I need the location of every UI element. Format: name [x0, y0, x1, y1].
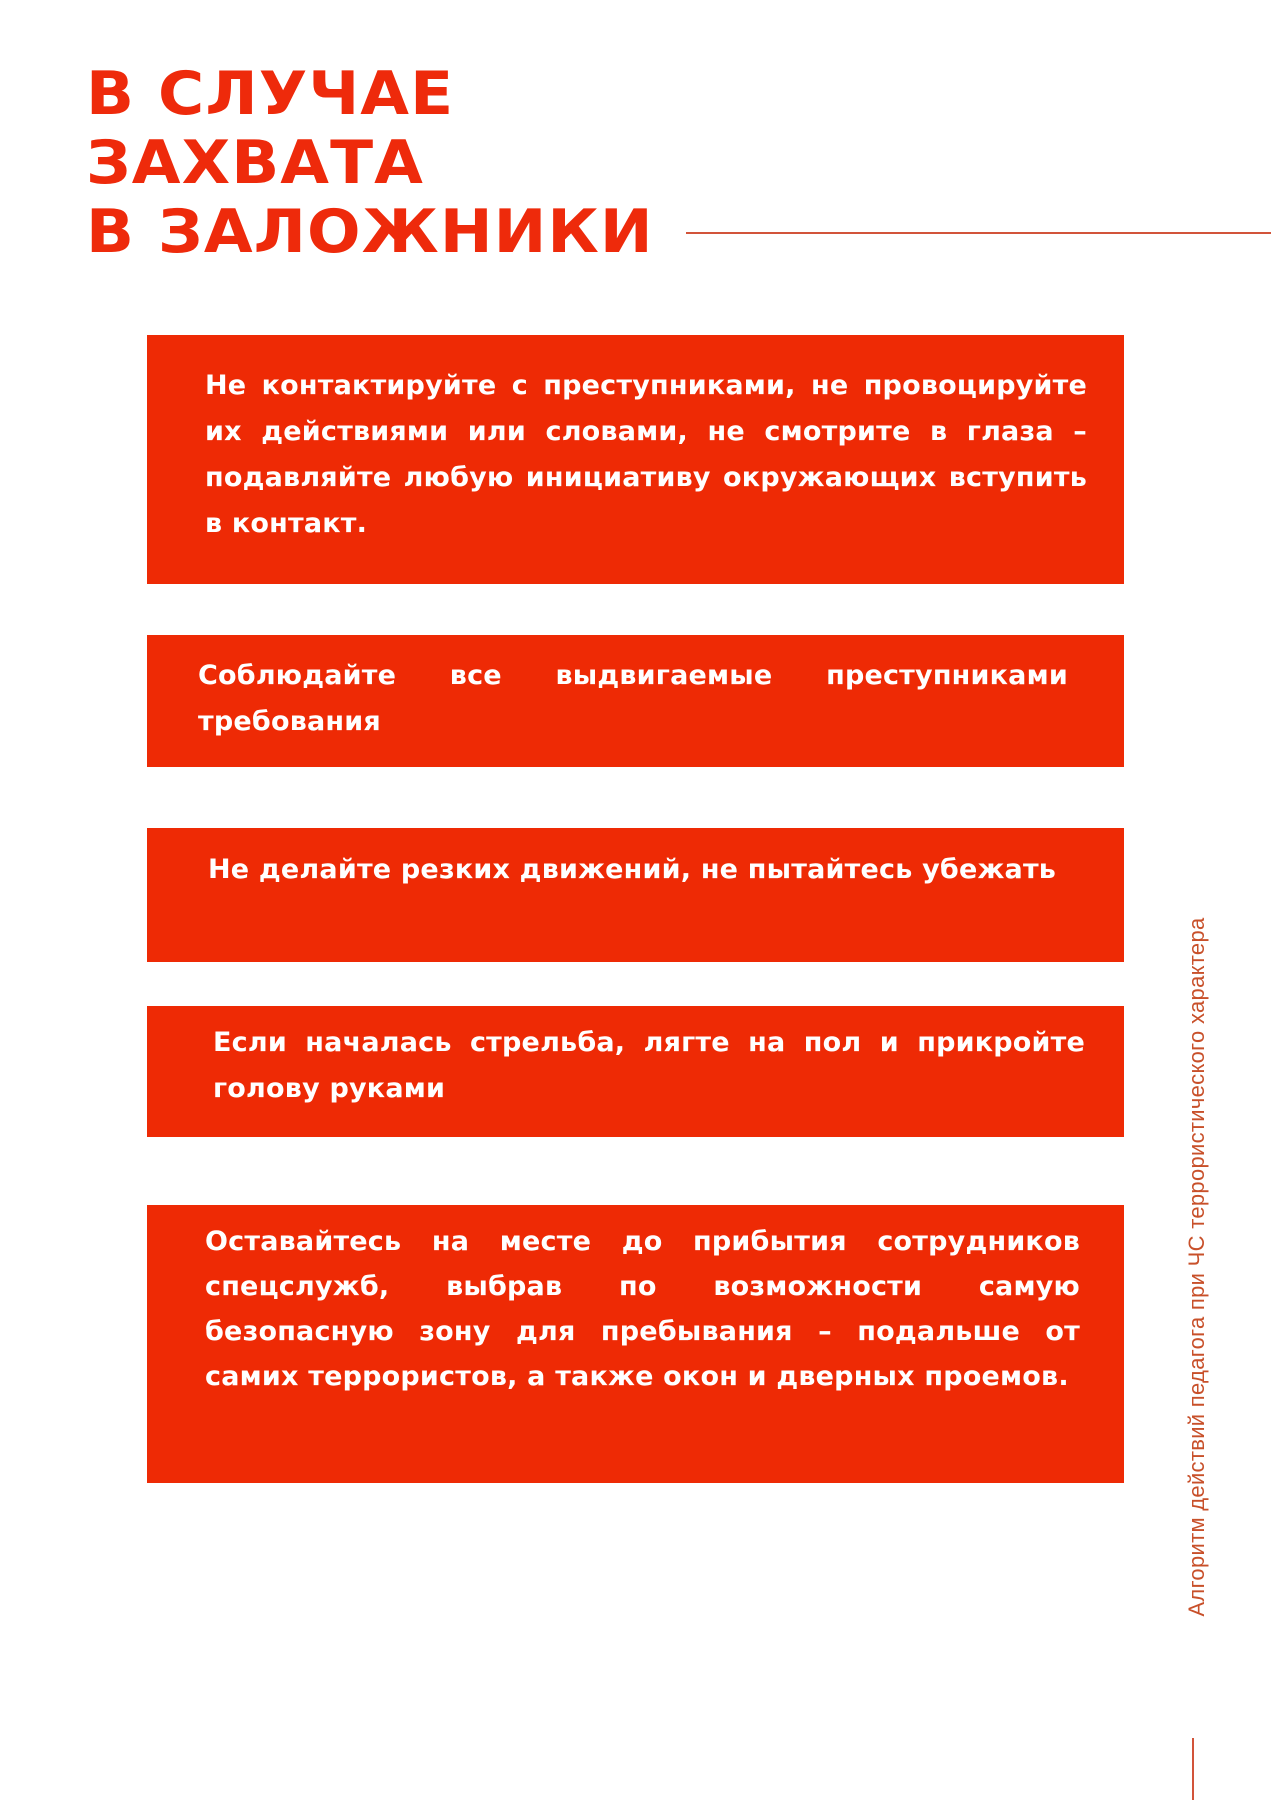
side-caption-vertical: Алгоритм действий педагога при ЧС террористического характера	[1184, 917, 1209, 1617]
instruction-card-5	[147, 1205, 1124, 1483]
instruction-card-2	[147, 635, 1124, 767]
instruction-text-4: Если началась стрельба, лягте на пол и прикройте голову руками	[213, 1027, 1085, 1104]
side-divider-line	[1192, 1738, 1194, 1800]
title-line-1: В СЛУЧАЕ	[86, 59, 455, 129]
page-title	[86, 59, 654, 267]
instruction-text-3: Не делайте резких движений, не пытайтесь убежать	[208, 854, 1057, 885]
instruction-text-5: Оставайтесь на месте до прибытия сотрудников спецслужб, выбрав по возможности самую безопасную зону для пребывания – подальше от самих террористов, а также окон и дверных проемов.	[205, 1226, 1080, 1392]
title-line-2: ЗАХВАТА	[86, 128, 424, 198]
instruction-card-4	[147, 1006, 1124, 1137]
title-line-3: В ЗАЛОЖНИКИ	[86, 197, 654, 267]
instruction-card-3	[147, 828, 1124, 962]
instruction-text-1: Не контактируйте с преступниками, не провоцируйте их действиями или словами, не смотрите в глаза – подавляйте любую инициативу окружающих вступить в контакт.	[205, 370, 1087, 539]
instruction-text-2: Соблюдайте все выдвигаемые преступниками требования	[198, 660, 1068, 737]
instruction-card-1	[147, 335, 1124, 584]
title-divider-line	[686, 232, 1271, 234]
